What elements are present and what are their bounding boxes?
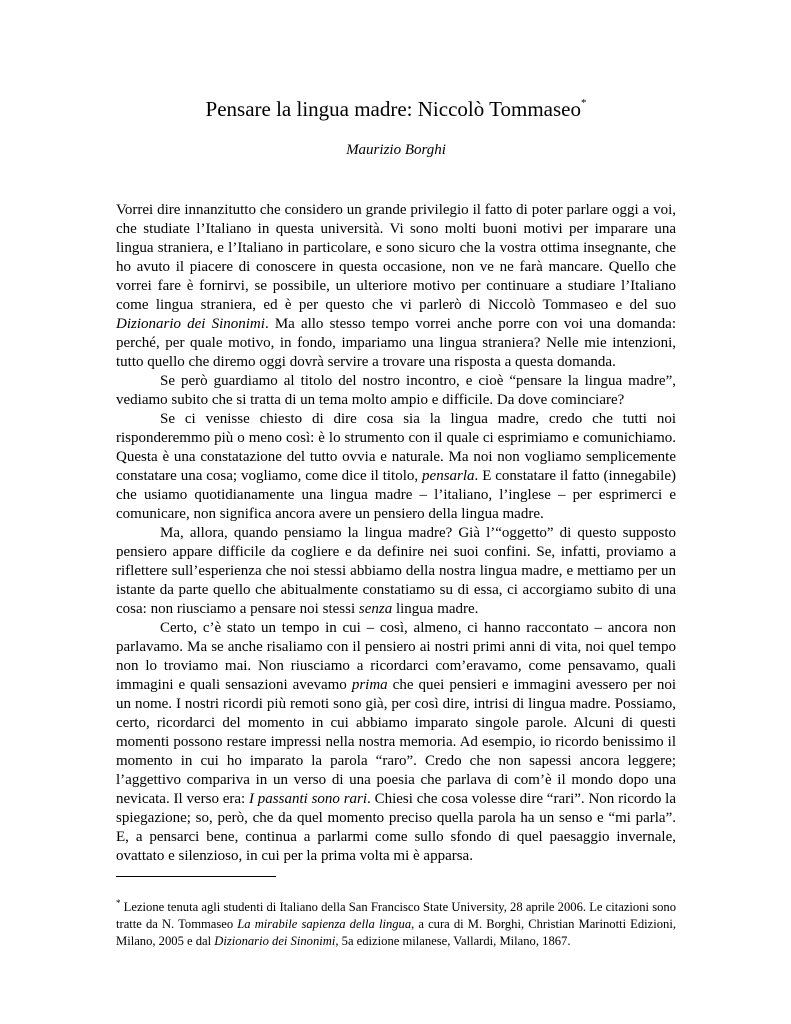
footnote-text-mid: , a cura di M. Borghi, Christian Marinotti Edizioni, Milano, 2005 e dal [116,916,676,948]
footnote-dictionary-title: Dizionario dei Sinonimi [214,933,336,948]
paragraph-1-emphasis: Dizionario dei Sinonimi [116,316,265,332]
paragraph-3-emphasis: pensarla [422,468,475,484]
author-name: Maurizio Borghi [346,142,446,158]
paragraph-2: Se però guardiamo al titolo del nostro incontro, e cioè “pensare la lingua madre”, vediamo subito che si tratta di un tema molto ampio e difficile. Da dove cominciare? [116,373,676,408]
paragraph-5-emphasis-verse: I passanti sono rari [249,791,368,807]
paragraph-1 [116,201,676,372]
footnote-marker: * [116,897,121,908]
title-footnote-marker: * [580,97,587,109]
paragraph-1-text-end: . Ma allo stesso tempo vorrei anche porre con voi una domanda: perché, per quale motivo, in fondo, impariamo una lingua straniera? Nelle mie intenzioni, tutto quello che diremo oggi dovrà servire a trovare una risposta a questa domanda. [116,316,677,370]
paragraph-4-emphasis: senza [358,601,393,617]
paragraph-3 [116,410,676,524]
footnote [116,895,676,950]
footnote-text-end: , 5a edizione milanese, Vallardi, Milano, 1867. [335,933,571,948]
paragraph-4-text-end: lingua madre. [392,601,479,617]
body-text [116,201,676,866]
paragraph-5-emphasis: prima [351,677,388,693]
footnote-text: Lezione tenuta agli studenti di Italiano della San Francisco State University, 28 aprile 2006. Le citazioni sono tratte da N. Tommaseo [116,899,676,931]
paragraph-4 [116,524,676,619]
footnote-separator [116,876,276,877]
paragraph-4-text: Ma, allora, quando pensiamo la lingua madre? Già l’“oggetto” di questo supposto pensiero appare difficile da cogliere e da definire nei suoi confini. Se, infatti, proviamo a riflettere sull’esperienza che noi stessi abbiamo della nostra lingua madre, e mettiamo per un istante da parte quello che abitualmente constatiamo su di essa, ci accorgiamo subito di una cosa: non riusciamo a pensare noi stessi [116,525,676,617]
paragraph-5-text-end: . Chiesi che cosa volesse dire “rari”. Non ricordo la spiegazione; so, però, che da quel momento preciso quella parola ha un senso e “mi parla”. E, a pensarci bene, continua a parlarmi come sullo sfondo di quel paesaggio invernale, ovattato e silenzioso, in cui per la prima volta mi è apparsa. [116,791,676,864]
paragraph-5-text: Certo, c’è stato un tempo in cui – così, almeno, ci hanno raccontato – ancora non parlavamo. Ma se anche risaliamo con il pensiero ai nostri primi anni di vita, noi quel tempo non lo troviamo mai. Non riusciamo a ricordarci com’eravamo, come pensavamo, quali immagini e quali sensazioni avevamo [116,620,676,693]
paragraph-3-text-end: . E constatare il fatto (innegabile) che usiamo quotidianamente una lingua madre – l’italiano, l’inglese – per esprimerci e comunicare, non significa ancora avere un pensiero della lingua madre. [116,468,676,522]
paper-title [116,92,676,122]
paragraph-5 [116,619,676,866]
paragraph-1-text: Vorrei dire innanzitutto che considero un grande privilegio il fatto di poter parlare oggi a voi, che studiate l’Italiano in questa università. Vi sono molti buoni motivi per imparare una lingua straniera, e l’Italiano in particolare, e sono sicuro che la vostra ottima insegnante, che ho avuto il piacere di conoscere in questa occasione, non ve ne farà mancare. Quello che vorrei fare è fornirvi, se possibile, un ulteriore motivo per continuare a studiare l’Italiano come lingua straniera, ed è per questo che vi parlerò di Niccolò Tommaseo e del suo [116,202,676,313]
paragraph-5-text-mid: che quei pensieri e immagini avessero per noi un nome. I nostri ricordi più remoti sono già, per così dire, intrisi di lingua madre. Possiamo, certo, ricordarci del momento in cui abbiamo imparato singole parole. Alcuni di questi momenti possono restare impressi nella nostra memoria. Ad esempio, io ricordo benissimo il momento in cui ho imparato la parola “raro”. Credo che non sapessi ancora leggere; l’aggettivo compariva in un verso di una poesia che parlava di com’è il mondo dopo una nevicata. Il verso era: [116,677,676,807]
paragraph-3-text: Se ci venisse chiesto di dire cosa sia la lingua madre, credo che tutti noi risponderemmo più o meno così: è lo strumento con il quale ci esprimiamo e comunichiamo. Questa è una constatazione del tutto ovvia e naturale. Ma noi non vogliamo semplicemente constatare una cosa; vogliamo, come dice il titolo, [116,411,676,484]
footnote-book-title: La mirabile sapienza della lingua [237,916,412,931]
paper-title-text: Pensare la lingua madre: Niccolò Tommaseo [205,97,581,121]
